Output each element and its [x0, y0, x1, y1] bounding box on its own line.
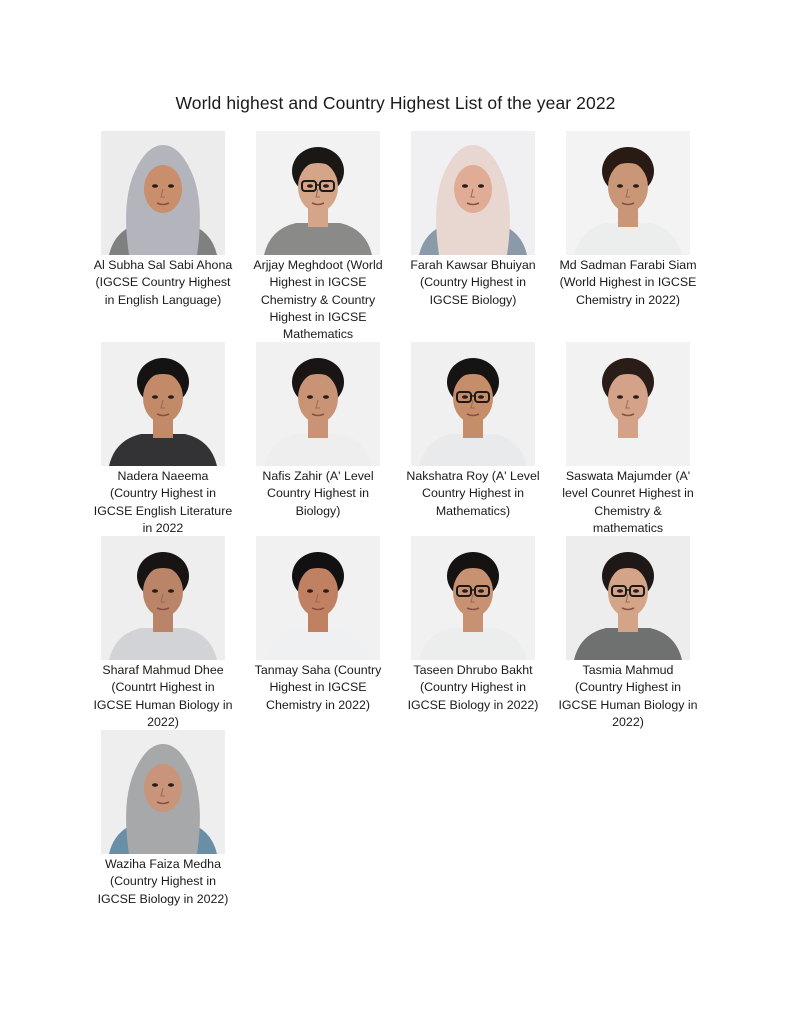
- student-name: Nadera Naeema: [117, 469, 209, 483]
- student-achievement-line: Chemistry & Country: [260, 292, 376, 307]
- student-caption: [543, 257, 713, 309]
- student-name: Taseen Dhrubo Bakht: [413, 663, 533, 677]
- student-card: [543, 342, 713, 537]
- student-photo: [411, 342, 535, 466]
- student-achievement-line: mathematics: [592, 520, 664, 535]
- student-card: [78, 536, 248, 731]
- student-achievement-line: Country Highest in: [267, 486, 369, 501]
- student-achievement-line: IGCSE Biology): [429, 292, 517, 307]
- student-name: Waziha Faiza Medha: [105, 857, 221, 871]
- student-achievement-line: Mathematics): [435, 503, 511, 518]
- student-caption: [78, 662, 248, 731]
- student-achievement-line: Mathematics: [282, 327, 354, 342]
- student-achievement-line: 2022): [612, 714, 644, 729]
- student-name: Arjjay Meghdoot (World: [253, 258, 383, 272]
- student-card: [388, 536, 558, 714]
- student-achievement-line: in English Language): [104, 292, 222, 307]
- student-achievement-line: IGCSE Human Biology in: [93, 697, 233, 712]
- student-achievement-line: Highest in IGCSE: [269, 275, 367, 290]
- student-caption: [543, 662, 713, 731]
- student-achievement-line: 2022): [147, 714, 179, 729]
- student-achievement-line: level Counret Highest in: [562, 486, 694, 501]
- student-achievement-line: (IGCSE Country Highest: [95, 275, 231, 290]
- student-photo: [101, 730, 225, 854]
- student-achievement-line: (Country Highest in: [109, 874, 217, 889]
- student-photo: [256, 536, 380, 660]
- student-achievement-line: Chemistry in 2022): [266, 697, 370, 712]
- student-achievement-line: (Countrt Highest in: [111, 680, 215, 695]
- student-achievement-line: IGCSE English Literature: [93, 503, 233, 518]
- student-achievement-line: Chemistry &: [594, 503, 662, 518]
- student-achievement-line: IGCSE Biology in 2022): [407, 697, 539, 712]
- student-card: [388, 131, 558, 309]
- student-photo: [256, 342, 380, 466]
- student-photo: [256, 131, 380, 255]
- student-achievement-line: Chemistry in 2022): [576, 292, 680, 307]
- student-card: [78, 131, 248, 309]
- student-card: [543, 536, 713, 731]
- student-card: [233, 131, 403, 343]
- student-name: Sharaf Mahmud Dhee: [102, 663, 224, 677]
- student-photo: [411, 131, 535, 255]
- student-achievement-line: Biology): [295, 503, 341, 518]
- student-achievement-line: Highest in IGCSE: [269, 309, 367, 324]
- student-caption: [388, 257, 558, 309]
- student-caption: [233, 468, 403, 520]
- student-caption: [233, 257, 403, 343]
- student-caption: [388, 468, 558, 520]
- student-card: [388, 342, 558, 520]
- student-caption: [543, 468, 713, 537]
- student-photo: [411, 536, 535, 660]
- student-card: [78, 730, 248, 908]
- student-caption: [388, 662, 558, 714]
- student-caption: [78, 257, 248, 309]
- student-card: [233, 536, 403, 714]
- student-photo: [101, 131, 225, 255]
- student-achievement-line: IGCSE Human Biology in: [558, 697, 698, 712]
- student-card: [78, 342, 248, 537]
- student-photo: [101, 342, 225, 466]
- student-achievement-line: (Country Highest in: [109, 486, 217, 501]
- student-achievement-line: Country Highest in: [422, 486, 524, 501]
- student-achievement-line: (World Highest in IGCSE: [559, 275, 697, 290]
- student-achievement-line: IGCSE Biology in 2022): [97, 891, 229, 906]
- student-photo: [566, 131, 690, 255]
- student-caption: [233, 662, 403, 714]
- student-achievement-line: Highest in IGCSE: [269, 680, 367, 695]
- student-name: Nakshatra Roy (A' Level: [406, 469, 540, 483]
- student-achievement-line: (Country Highest in: [419, 275, 527, 290]
- student-card: [543, 131, 713, 309]
- student-achievement-line: (Country Highest in: [419, 680, 527, 695]
- student-name: Al Subha Sal Sabi Ahona: [93, 258, 233, 272]
- student-name: Tanmay Saha (Country: [254, 663, 382, 677]
- student-card: [233, 342, 403, 520]
- student-name: Nafis Zahir (A' Level: [262, 469, 374, 483]
- student-photo: [566, 536, 690, 660]
- student-name: Saswata Majumder (A': [565, 469, 691, 483]
- student-caption: [78, 468, 248, 537]
- student-achievement-line: (Country Highest in: [574, 680, 682, 695]
- student-achievement-line: in 2022: [142, 520, 184, 535]
- student-photo: [566, 342, 690, 466]
- student-name: Farah Kawsar Bhuiyan: [410, 258, 536, 272]
- student-photo: [101, 536, 225, 660]
- student-name: Tasmia Mahmud: [582, 663, 674, 677]
- page-title: World highest and Country Highest List of the year 2022: [175, 93, 616, 113]
- student-caption: [78, 856, 248, 908]
- student-name: Md Sadman Farabi Siam: [559, 258, 697, 272]
